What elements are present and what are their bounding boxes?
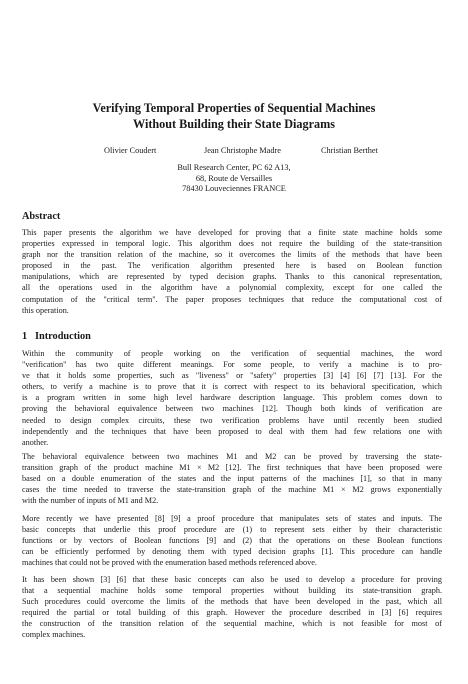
paragraph-line: based on a double enumeration of the states and the input patterns of the machines [1], so that in many (22, 474, 442, 484)
paragraph-line: independently and the techniques that have been proposed to deal with them had few relations one with (22, 426, 442, 436)
title-line-2: Without Building their State Diagrams (132, 117, 336, 131)
intro-paragraph-1 (22, 348, 442, 448)
abstract-line: manipulations, which are represented by typed decision graphs. Thanks to this canonical representation, (22, 272, 442, 282)
paragraph-line: Within the community of people working on the verification of sequential machines, the word (22, 349, 442, 358)
paper-title (0, 100, 468, 132)
paragraph-line: "verification" has two quite different meanings. For some people, to verify a machine is to pro- (22, 360, 442, 370)
paragraph-line: The behavioral equivalence between two machines M1 and M2 can be proved by traversing the state- (22, 452, 442, 461)
paragraph-line: needed to design complex circuits, these two verification problems have until recently been studied (22, 415, 442, 425)
section-number: 1 (22, 331, 28, 342)
paragraph-line: proving the behavioral equivalence between two machines [12]. Though both kinds of verification are (22, 404, 442, 414)
affiliation-line-1: Bull Research Center, PC 62 A13, (177, 163, 291, 172)
paragraph-line: Such procedures could overcome the limits of the methods that have been developed in the past, which all (22, 597, 442, 607)
intro-paragraph-3 (22, 513, 442, 568)
abstract-line: all the operations used in the algorithm have a polynomial complexity, except for one called the (22, 283, 442, 293)
paragraph-line: More recently we have presented [8] [9] a proof procedure that manipulates sets of states and inputs. The (22, 514, 442, 523)
paragraph-line: can be efficiently performed by denoting them with typed decision graphs [1]. This procedure can handle (22, 547, 442, 557)
abstract-body (22, 227, 442, 316)
title-line-1: Verifying Temporal Properties of Sequential Machines (92, 101, 376, 115)
paragraph-line: machines that could not be proved with the enumeration based methods referenced above. (22, 558, 317, 568)
affiliation (0, 163, 468, 195)
section-heading (22, 331, 91, 342)
paragraph-line: with the number of inputs of M1 and M2. (22, 496, 159, 506)
paragraph-line: required the partial or total building of this graph. However the procedure described in [3] [6] requires (22, 608, 442, 618)
abstract-line: this operation. (22, 305, 69, 315)
paragraph-line: complex machines. (22, 630, 86, 640)
abstract-line: This paper presents the algorithm we have developed for proving that a finite state machine holds some (22, 228, 442, 237)
paragraph-line: another. (22, 437, 49, 447)
paragraph-line: is a program written in some high level hardware description language. This problem comes down to (22, 393, 442, 403)
affiliation-line-3: 78430 Louveciennes FRANCE (182, 184, 286, 193)
paragraph-line: functions or by vectors of Boolean functions [9] and (2) that the operations on these Boolean functions (22, 536, 442, 546)
author-2: Jean Christophe Madre (204, 146, 281, 155)
affiliation-line-2: 68, Route de Versailles (195, 173, 273, 183)
abstract-line: computation of the "critical term". The paper proposes techniques that reduce the computational cost of (22, 294, 442, 304)
abstract-line: properties expressed in temporal logic. This algorithm does not require the building of the state-transition (22, 239, 442, 249)
paragraph-line: ve that it holds some properties, such as "liveness" or "safety" properties [3] [4] [6] [7] [13]. For the (22, 371, 442, 381)
section-title: Introduction (35, 331, 91, 342)
paragraph-line: that a sequential machine holds some temporal properties without building its state-transition graph. (22, 586, 442, 596)
abstract-line: proposed in the past. The verification algorithm presented here is based on Boolean function (22, 261, 442, 271)
intro-paragraph-2 (22, 451, 442, 506)
abstract-line: graph nor the transition relation of the machine, so it overcomes the limits of the methods that have been (22, 250, 442, 260)
paragraph-line: It has been shown [3] [6] that these basic concepts can also be used to develop a procedure for proving (22, 575, 442, 584)
abstract-heading: Abstract (22, 211, 61, 222)
paragraph-line: transition graph of the product machine M1 × M2 [12]. The first techniques that have been proposed were (22, 463, 442, 473)
intro-paragraph-4 (22, 574, 442, 641)
paragraph-line: others, to verify a machine is to prove that it is correct with respect to its behavioral specification, which (22, 382, 442, 392)
paragraph-line: cases the time needed to traverse the state-transition graph of the machine M1 × M2 grows exponentially (22, 485, 442, 495)
paragraph-line: basic concepts that underlie this proof procedure are (1) to represent sets either by their characteristic (22, 525, 442, 535)
author-1: Olivier Coudert (104, 146, 157, 155)
author-3: Christian Berthet (321, 146, 378, 155)
paragraph-line: the construction of the transition relation of the sequential machine, which is not feasible for most of (22, 619, 442, 629)
